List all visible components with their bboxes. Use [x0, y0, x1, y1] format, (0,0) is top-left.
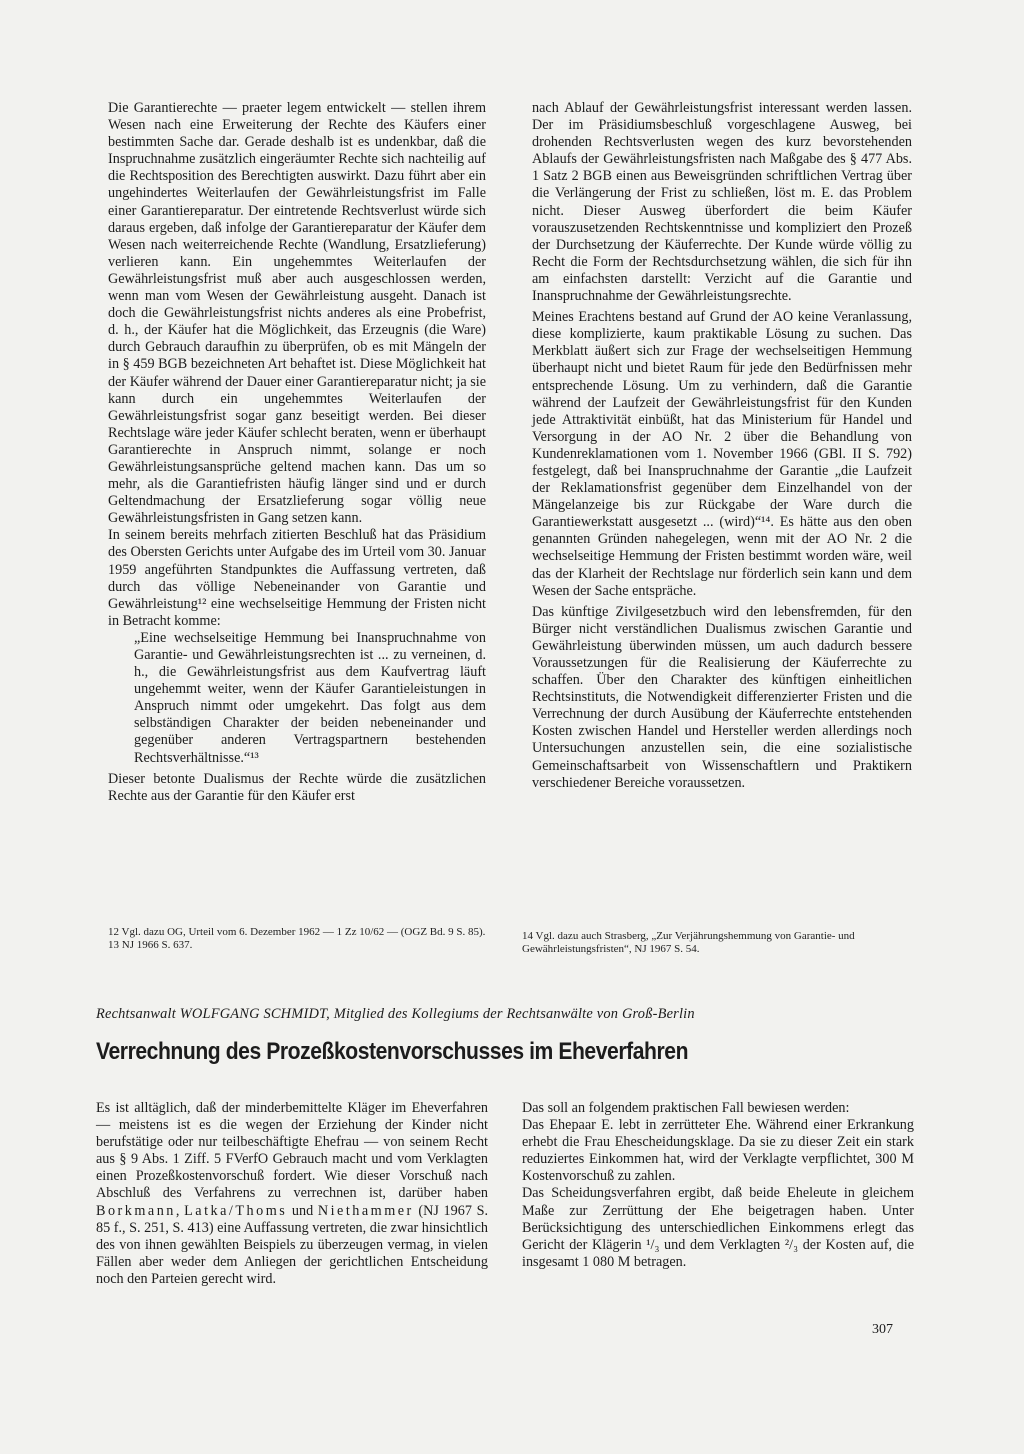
text-run: Es ist alltäglich, daß der minderbemittelte Kläger im Eheverfahren — meistens ist es die wegen der Erziehung der Kinder nicht berufstätige oder nur teilbeschäftigte Ehefrau — von seinem Recht aus § 9 Abs. 1 Ziff. 5 FVerfO Gebrauch macht und vom Verklagten einen Prozeßkostenvorschuß fordert. Wie dieser Vorschuß nach Abschluß des Verfahrens zu verrechnen ist, darüber haben [96, 1100, 488, 1202]
footnote-14: 14 Vgl. dazu auch Strasberg, „Zur Verjährungshemmung von Garantie- und Gewährleistungsfristen“, NJ 1967 S. 54. [522, 930, 855, 955]
author-name: Latka/Thoms [184, 1202, 288, 1219]
text-run: und [287, 1202, 318, 1219]
block-quote: „Eine wechselseitige Hemmung bei Inanspruchnahme von Garantie- und Gewährleistungsrechten ist ... zu verneinen, d. h., die Gewährleistungsfrist aus dem Kaufvertrag läuft ungehemmt weiter, wenn der Käufer Garantieleistungen in Anspruch nimmt oder umgekehrt. Das folgt aus dem selbständigen Charakter der beiden nebeneinander und gegenüber anderen Vertragspartnern bestehenden Rechtsverhältnisse.“¹³ [134, 629, 486, 766]
footnotes-right [522, 930, 912, 955]
article-right-column [522, 1100, 914, 1271]
paragraph: Das künftige Zivilgesetzbuch wird den lebensfremden, für den Bürger nicht verständlichen Dualismus zwischen Garantie und Gewährleistung überwinden müssen, um auch dadurch bessere Voraussetzungen für die Realisierung der Käuferrechte zu schaffen. Über den Charakter des künftigen einheitlichen Rechtsinstituts, die Notwendigkeit differenzierter Fristen und die Verrechnung der durch Ausübung der Käuferrechte entstehenden Kosten zwischen Handel und Hersteller werden allerdings noch Untersuchungen anzustellen sein, die eine sozialistische Gemeinschaftsarbeit von Wissenschaftlern und Praktikern verschiedener Bereiche voraussetzen. [532, 603, 912, 791]
left-column [108, 100, 486, 805]
footnotes-left [108, 926, 486, 951]
author-byline: Rechtsanwalt WOLFGANG SCHMIDT, Mitglied des Kollegiums der Rechtsanwälte von Groß-Berlin [96, 1006, 695, 1022]
author-name: Borkmann [96, 1202, 176, 1219]
paragraph: Das Ehepaar E. lebt in zerrütteter Ehe. Während einer Erkrankung erhebt die Frau Ehescheidungsklage. Da sie zu dieser Zeit ein stark reduziertes Einkommen hat, wird der Verklagte verpflichtet, 300 M Kostenvorschuß zu zahlen. [522, 1117, 914, 1185]
article-left-column [96, 1100, 488, 1288]
text-run: (NJ 1967 S. 85 f., S. 251, S. 413) eine Auffassung vertreten, die zwar hinsichtlich des von ihnen gewählten Beispiels zu überzeugen vermag, in vielen Fällen aber weder dem Anliegen der gerichtlichen Entscheidung noch den Parteien gerecht wird. [96, 1202, 489, 1287]
paragraph: In seinem bereits mehrfach zitierten Beschluß hat das Präsidium des Obersten Gerichts unter Aufgabe des im Urteil vom 30. Januar 1959 angeführten Standpunktes die Auffassung vertreten, daß durch das völlige Nebeneinander von Garantie und Gewährleistung¹² eine wechselseitige Hemmung der Fristen nicht in Betracht komme: [108, 527, 486, 629]
paragraph: Meines Erachtens bestand auf Grund der AO keine Veranlassung, diese komplizierte, kaum praktikable Lösung zu suchen. Das Merkblatt äußert sich zur Frage der wechselseitigen Hemmung überhaupt nicht und bietet Raum für jede den Bedürfnissen mehr entsprechende Lösung. Um zu verhindern, daß die Garantie während der Laufzeit der Gewährleistungsfrist für den Kunden jede Attraktivität einbüßt, hat das Ministerium für Handel und Versorgung in der AO Nr. 2 über die Behandlung von Kundenreklamationen vom 1. November 1966 (GBl. II S. 792) festgelegt, daß bei Inanspruchnahme der Garantie „die Laufzeit der Reklamationsfrist gegenüber dem Einzelhandel von der Mängelanzeige bis zur Rückgabe der Ware durch die Garantiewerkstatt ausgesetzt ... (wird)“¹⁴. Es hätte aus den oben genannten Gründen nahegelegen, wenn mit der AO Nr. 2 die wechselseitige Hemmung der Fristen bestimmt worden wäre, weil das der Klarheit der Rechtslage nur förderlich sein kann und dem Wesen der Sache entspräche. [532, 309, 912, 599]
page-number: 307 [872, 1322, 893, 1337]
text-run: , [175, 1202, 185, 1219]
paragraph: nach Ablauf der Gewährleistungsfrist interessant werden lassen. Der im Präsidiumsbeschluß vorgeschlagene Ausweg, bei drohenden Rechtsverlusten wegen des kurz bevorstehenden Ablaufs der Gewährleistungsfristen nach Maßgabe des § 477 Abs. 1 Satz 2 BGB einen aus Beweisgründen schriftlichen Vertrag über die Verlängerung der Frist zu schließen, löst m. E. das Problem nicht. Dieser Ausweg überfordert die beim Käufer vorauszusetzenden Rechtskenntnisse und kompliziert den Prozeß der Durchsetzung der Käuferrechte. Der Kunde würde völlig zu Recht die Form der Rechtsdurchsetzung wählen, die sich für ihn am einfachsten darstellt: Verzicht auf die Garantie und Inanspruchnahme der Gewährleistungsrechte. [532, 100, 912, 305]
right-column [532, 100, 912, 792]
footnote-12: 12 Vgl. dazu OG, Urteil vom 6. Dezember 1962 — 1 Zz 10/62 — (OGZ Bd. 9 S. 85). [108, 926, 486, 938]
paragraph: Dieser betonte Dualismus der Rechte würde die zusätzlichen Rechte aus der Garantie für den Käufer erst [108, 770, 486, 804]
paragraph [96, 1100, 488, 1288]
author-name: Niethammer [317, 1202, 414, 1219]
paragraph: Das soll an folgendem praktischen Fall bewiesen werden: [522, 1100, 850, 1116]
paragraph: Die Garantierechte — praeter legem entwickelt — stellen ihrem Wesen nach eine Erweiterung der Rechte des Käufers einer bestimmten Sache dar. Gerade deshalb ist es undenkbar, daß die Inspruchnahme zusätzlich eingeräumter Rechte sich nachteilig auf die Rechtsposition des Berechtigten auswirkt. Dazu führt aber ein ungehindertes Weiterlaufen der Gewährleistungsfrist im Falle einer Garantiereparatur. Der eintretende Rechtsverlust würde sich daraus ergeben, daß infolge der Garantiereparatur der Käufer dem Wesen nach weiterreichende Rechte (Wandlung, Ersatzlieferung) verlieren kann. Ein ungehemmtes Weiterlaufen der Gewährleistungsfrist muß aber auch ausgeschlossen werden, wenn man vom Wesen der Gewährleistung ausgeht. Danach ist doch die Gewährleistungsfrist nichts anderes als eine Probefrist, d. h., der Käufer hat die Möglichkeit, das Erzeugnis (die Ware) durch Gebrauch daraufhin zu überprüfen, ob es mit Mängeln der in § 459 BGB bezeichneten Art behaftet ist. Diese Möglichkeit hat der Käufer während der Dauer einer Garantiereparatur nicht; ja sie kann durch ein ungehemmtes Weiterlaufen der Gewährleistungsfrist sogar ganz beseitigt werden. Bei dieser Rechtslage wäre jeder Käufer schlecht beraten, wenn er überhaupt Garantierechte in Anspruch nimmt, solange er noch Gewährleistungsansprüche geltend machen kann. Das um so mehr, als die Garantiefristen häufig länger sind und er durch Geltendmachung der Ersatzlieferung sogar völlig neue Gewährleistungsfristen in Gang setzen kann. [108, 100, 486, 527]
paragraph: Das Scheidungsverfahren ergibt, daß beide Eheleute in gleichem Maße zur Zerrüttung der Ehe beigetragen haben. Unter Berücksichtigung des unterschiedlichen Einkommens erlegt das Gericht der Klägerin ¹/₃ und dem Verklagten ²/₃ der Kosten auf, die insgesamt 1 080 M betragen. [522, 1185, 914, 1270]
article-title: Verrechnung des Prozeßkostenvorschusses im Eheverfahren [96, 1038, 689, 1065]
footnote-13: 13 NJ 1966 S. 637. [108, 938, 193, 951]
